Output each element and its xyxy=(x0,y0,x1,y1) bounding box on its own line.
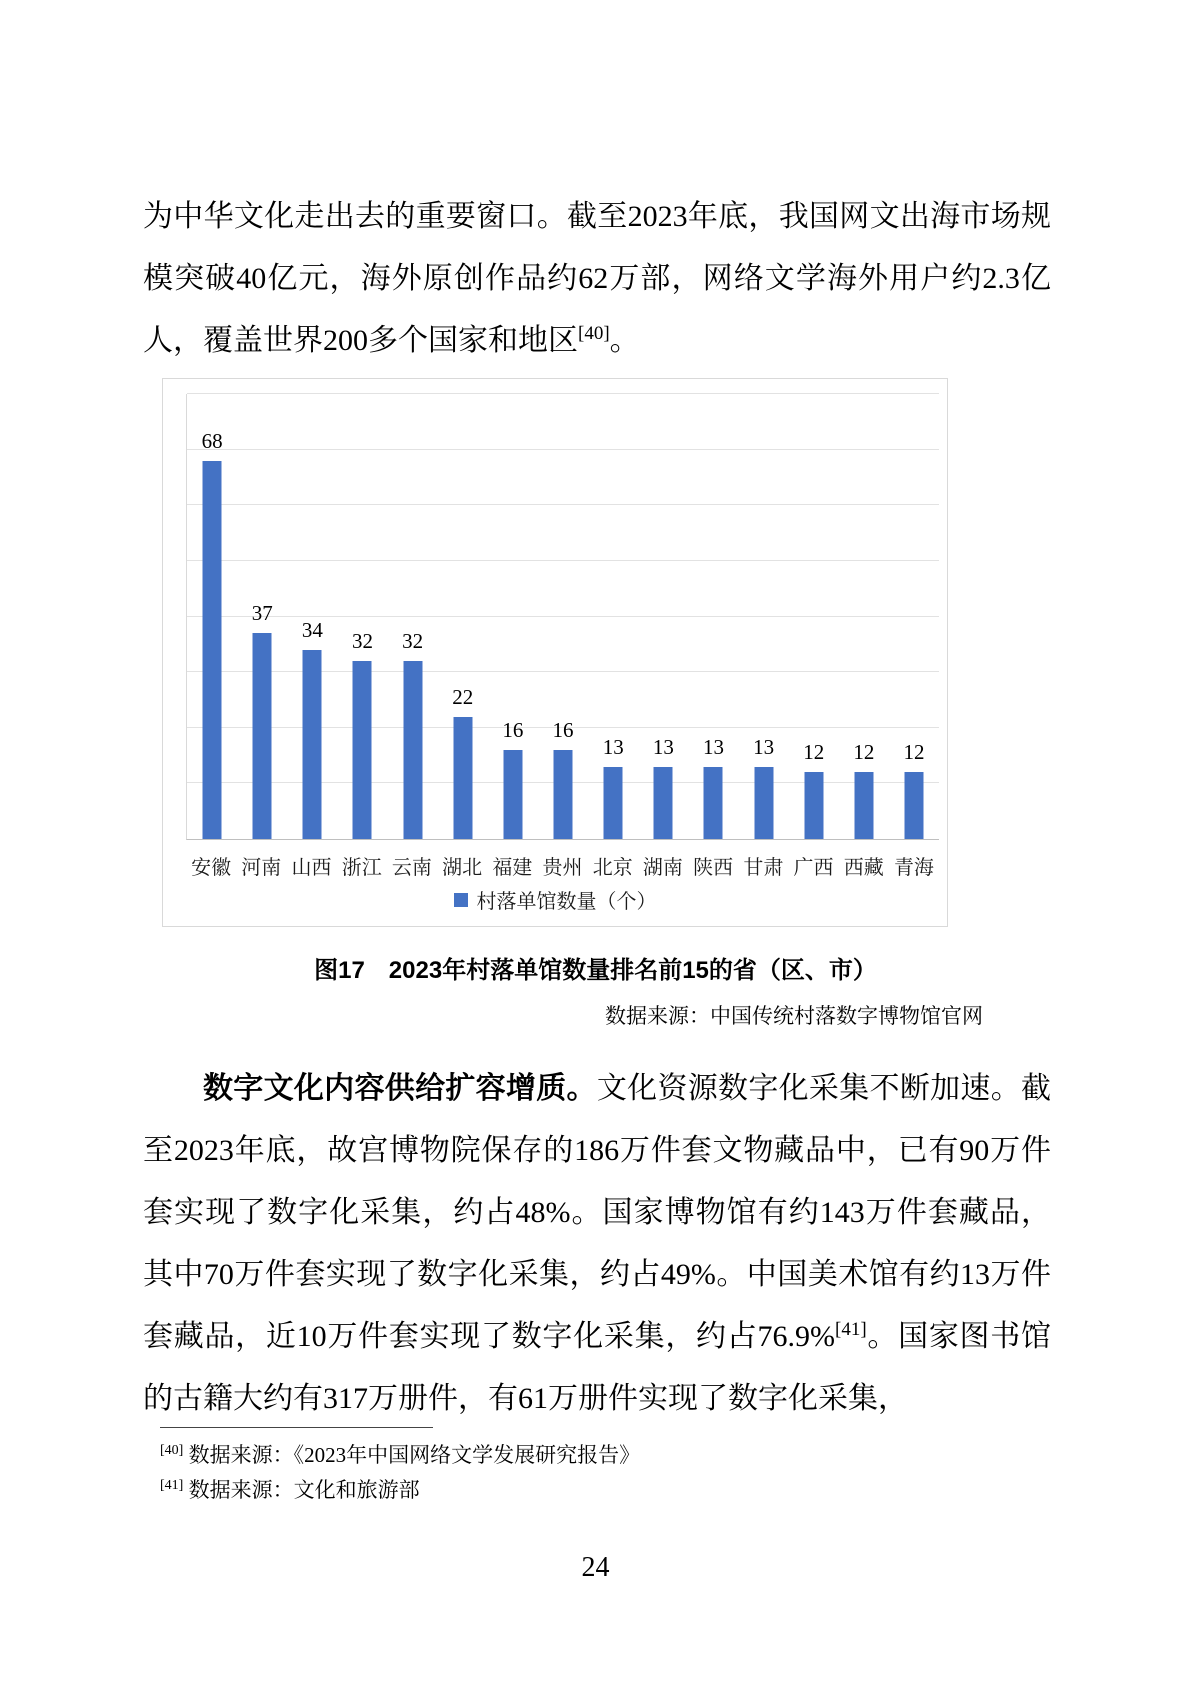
bar-value-label: 13 xyxy=(753,734,775,759)
footnote-41 xyxy=(160,1473,980,1508)
x-axis-category-label: 贵州 xyxy=(542,857,583,879)
footnote-41-marker: [41] xyxy=(160,1478,184,1493)
bar-column xyxy=(739,394,789,839)
bar-column xyxy=(688,394,738,839)
footnote-41-text: 数据来源：文化和旅游部 xyxy=(188,1478,420,1502)
x-axis-category-label: 青海 xyxy=(893,857,934,879)
bar-value-label: 12 xyxy=(853,740,875,765)
bar-value-label: 37 xyxy=(251,601,273,626)
bar-column xyxy=(538,394,588,839)
footnote-40-marker: [40] xyxy=(160,1443,184,1458)
bar xyxy=(554,750,573,839)
data-source-line: 数据来源：中国传统村落数字博物馆官网 xyxy=(605,1004,983,1028)
page-number: 24 xyxy=(581,1552,610,1583)
paragraph-overseas-literature xyxy=(143,186,1051,372)
x-axis-category-label: 福建 xyxy=(492,857,533,879)
bar xyxy=(804,772,823,839)
para2-tail: 。国家图书馆的古籍大约有317万册件，有61万册件实现了数字化采集， xyxy=(143,1320,1052,1415)
bar-value-label: 16 xyxy=(552,718,574,742)
bar xyxy=(654,767,673,839)
para2-lead-bold: 数字文化内容供给扩容增质。 xyxy=(203,1072,597,1105)
x-axis-category-label: 陕西 xyxy=(693,857,734,879)
para2-body: 文化资源数字化采集不断加速。截至2023年底，故宫博物院保存的186万件套文物藏品中，已有90万件套实现了数字化采集，约占48%。国家博物馆有约143万件套藏品，其中70万件套实现了数字化采集，约占49%。中国美术馆有约13万件套藏品，近10万件套实现了数字化采集，约占76.9% xyxy=(143,1072,1052,1353)
bar-column xyxy=(588,394,638,839)
plot-area xyxy=(186,394,939,840)
x-axis-category-label: 浙江 xyxy=(341,857,382,879)
footnote-ref-40: [40] xyxy=(578,323,610,344)
bar-value-label: 16 xyxy=(502,718,524,742)
bar-value-label: 13 xyxy=(652,734,674,759)
footnote-40 xyxy=(160,1438,980,1473)
bar-value-label: 13 xyxy=(702,734,724,759)
x-axis-category-label: 湖南 xyxy=(642,857,683,879)
bar xyxy=(303,650,322,839)
chart-legend xyxy=(163,885,947,914)
legend-label: 村落单馆数量（个） xyxy=(476,891,657,913)
bar-value-label: 12 xyxy=(903,740,925,765)
bar-value-label: 13 xyxy=(602,734,624,759)
x-axis-labels xyxy=(186,851,939,880)
x-axis-category-label: 广西 xyxy=(793,857,834,879)
x-axis-category-label: 云南 xyxy=(391,857,432,879)
legend-swatch-icon xyxy=(454,893,468,907)
bar-value-label: 68 xyxy=(201,428,223,453)
bar-column xyxy=(287,394,337,839)
footnote-ref-41: [41] xyxy=(835,1319,867,1340)
x-axis-category-label: 甘肃 xyxy=(743,857,784,879)
para1-text: 为中华文化走出去的重要窗口。截至2023年底，我国网文出海市场规模突破40亿元，海外原创作品约62万部，网络文学海外用户约2.3亿人，覆盖世界200多个国家和地区 xyxy=(143,200,1051,357)
bar-column xyxy=(889,394,939,839)
bar-column xyxy=(839,394,889,839)
bar xyxy=(704,767,723,839)
x-axis-category-label: 西藏 xyxy=(843,857,884,879)
bar xyxy=(353,661,372,839)
village-museum-bar-chart xyxy=(162,378,948,927)
footnote-40-text: 数据来源：《2023年中国网络文学发展研究报告》 xyxy=(188,1443,641,1467)
bar-value-label: 22 xyxy=(452,684,474,709)
bar xyxy=(604,767,623,839)
bar-column xyxy=(789,394,839,839)
footnotes-block xyxy=(160,1438,980,1508)
bar xyxy=(854,772,873,839)
bar xyxy=(253,633,272,839)
bar xyxy=(754,767,773,839)
bar-column xyxy=(237,394,287,839)
bar-column xyxy=(488,394,538,839)
para1-tail: 。 xyxy=(609,324,640,357)
bar-value-label: 32 xyxy=(402,629,424,653)
x-axis-category-label: 山西 xyxy=(291,857,332,879)
figure-caption: 图17 2023年村落单馆数量排名前15的省（区、市） xyxy=(314,957,877,984)
x-axis-category-label: 河南 xyxy=(241,857,282,879)
bar-column xyxy=(337,394,387,839)
bar xyxy=(203,461,222,839)
x-axis-category-label: 北京 xyxy=(592,857,633,879)
footnote-separator xyxy=(160,1427,433,1428)
x-axis-category-label: 安徽 xyxy=(191,857,232,879)
paragraph-digital-culture xyxy=(143,1058,1051,1430)
x-axis-category-label: 湖北 xyxy=(442,857,483,879)
bar-column xyxy=(388,394,438,839)
bar-column xyxy=(438,394,488,839)
bar-value-label: 12 xyxy=(803,740,825,765)
bar-value-label: 34 xyxy=(301,617,323,642)
bars-row xyxy=(187,394,939,839)
bar-value-label: 32 xyxy=(351,629,373,653)
bar xyxy=(503,750,522,839)
bar xyxy=(905,772,924,839)
bar-column xyxy=(638,394,688,839)
